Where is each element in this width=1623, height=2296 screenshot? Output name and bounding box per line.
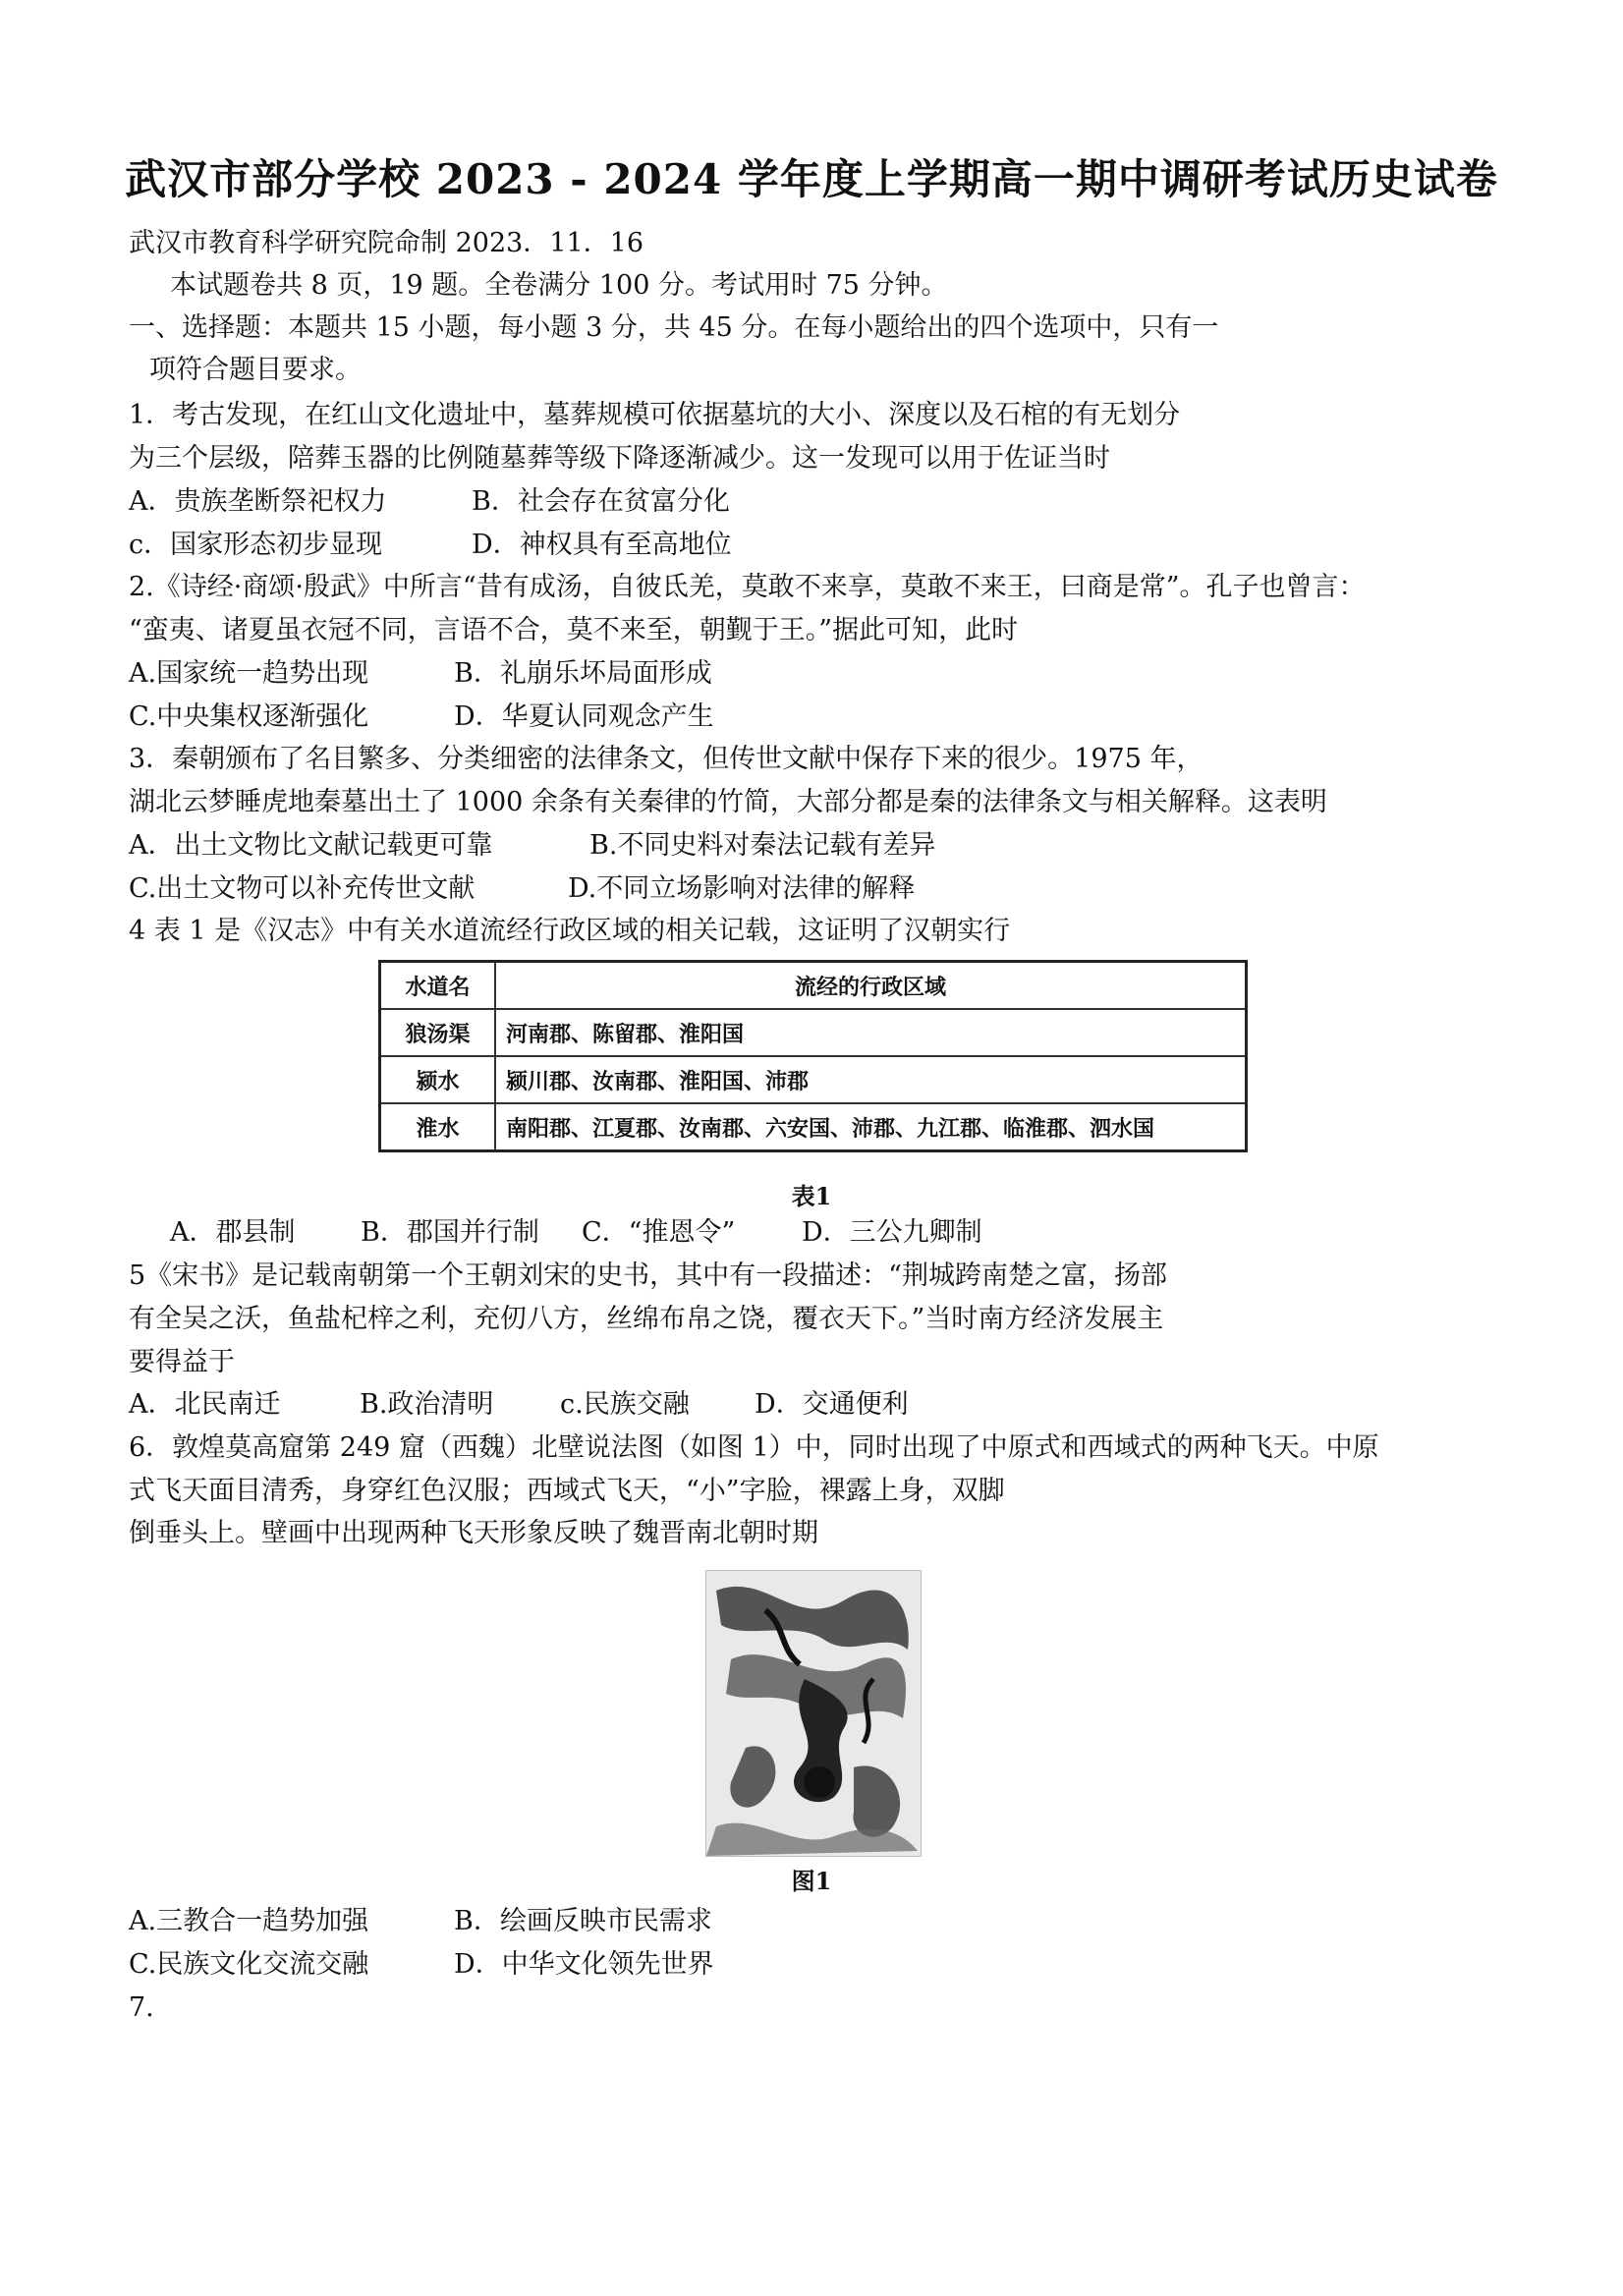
waterway-table xyxy=(378,960,1248,1152)
q4-option-b: B．郡国并行制 xyxy=(361,1217,539,1248)
table-cell-waterway: 狼汤渠 xyxy=(380,1009,496,1056)
table-row xyxy=(380,1103,1247,1151)
q4-option-a: A．郡县制 xyxy=(170,1217,296,1248)
q2-stem-line2: “蛮夷、诸夏虽衣冠不同，言语不合，莫不来至，朝觐于王。”据此可知，此时 xyxy=(129,615,1019,645)
table-header-waterway: 水道名 xyxy=(380,962,496,1010)
table-cell-region: 南阳郡、江夏郡、汝南郡、六安国、沛郡、九江郡、临淮郡、泗水国 xyxy=(495,1103,1247,1151)
table-cell-waterway: 颍水 xyxy=(380,1056,496,1103)
q6-stem-line3: 倒垂头上。壁画中出现两种飞天形象反映了魏晋南北朝时期 xyxy=(129,1518,818,1548)
q5-option-a: A．北民南迁 xyxy=(129,1389,281,1420)
table-row xyxy=(380,1009,1247,1056)
q6-option-d: D．中华文化领先世界 xyxy=(454,1949,714,1980)
table-row xyxy=(380,1056,1247,1103)
section-heading-cont: 项符合题目要求。 xyxy=(149,355,362,385)
section-heading: 一、选择题：本题共 15 小题，每小题 3 分，共 45 分。在每小题给出的四个选项中，只有一 xyxy=(129,312,1219,343)
table-cell-region: 河南郡、陈留郡、淮阳国 xyxy=(495,1009,1247,1056)
q6-stem-line1: 6．敦煌莫高窟第 249 窟（西魏）北壁说法图（如图 1）中，同时出现了中原式和西域式的两种飞天。中原 xyxy=(129,1432,1379,1463)
figure-caption: 图1 xyxy=(791,1867,832,1895)
publisher-line: 武汉市教育科学研究院命制 2023．11．16 xyxy=(129,228,644,258)
q1-stem-line2: 为三个层级，陪葬玉器的比例随墓葬等级下降逐渐减少。这一发现可以用于佐证当时 xyxy=(129,443,1110,474)
table-cell-waterway: 淮水 xyxy=(380,1103,496,1151)
q2-stem-line1: 2.《诗经·商颂·殷武》中所言“昔有成汤，自彼氐羌，莫敢不来享，莫敢不来王，曰商是常”。孔子也曾言： xyxy=(129,572,1366,602)
q6-option-a: A.三教合一趋势加强 xyxy=(129,1906,369,1936)
q2-option-b: B．礼崩乐坏局面形成 xyxy=(454,658,712,689)
q3-option-a: A．出土文物比文献记载更可靠 xyxy=(129,830,493,861)
q6-option-b: B．绘画反映市民需求 xyxy=(454,1906,712,1936)
exam-intro: 本试题卷共 8 页，19 题。全卷满分 100 分。考试用时 75 分钟。 xyxy=(170,270,948,301)
q3-stem-line1: 3．秦朝颁布了名目繁多、分类细密的法律条文，但传世文献中保存下来的很少。1975 年， xyxy=(129,744,1203,774)
mural-figure-image xyxy=(705,1570,922,1857)
q2-option-d: D．华夏认同观念产生 xyxy=(454,701,714,732)
q5-stem-line1: 5《宋书》是记载南朝第一个王朝刘宋的史书，其中有一段描述：“荆城跨南楚之富，扬部 xyxy=(129,1260,1167,1291)
q4-option-c: C．“推恩令” xyxy=(582,1217,736,1248)
q2-option-a: A.国家统一趋势出现 xyxy=(129,658,369,689)
q3-stem-line2: 湖北云梦睡虎地秦墓出土了 1000 余条有关秦律的竹简，大部分都是秦的法律条文与相关解释。这表明 xyxy=(129,787,1327,817)
q1-option-a: A．贵族垄断祭祀权力 xyxy=(129,486,387,517)
q5-option-d: D．交通便利 xyxy=(755,1389,909,1420)
q4-option-d: D．三公九卿制 xyxy=(802,1217,982,1248)
q1-option-d: D．神权具有至高地位 xyxy=(472,530,732,560)
q1-option-c: c．国家形态初步显现 xyxy=(129,530,383,560)
flying-apsaras-mural-icon xyxy=(706,1571,921,1856)
q4-stem: 4 表 1 是《汉志》中有关水道流经行政区域的相关记载，这证明了汉朝实行 xyxy=(129,916,1011,946)
table-header-row xyxy=(380,962,1247,1010)
q1-stem-line1: 1．考古发现，在红山文化遗址中，墓葬规模可依据墓坑的大小、深度以及石棺的有无划分 xyxy=(129,400,1181,430)
q7-number: 7. xyxy=(129,1992,154,2023)
q5-stem-line3: 要得益于 xyxy=(129,1347,235,1377)
q1-option-b: B．社会存在贫富分化 xyxy=(472,486,730,517)
q6-option-c: C.民族文化交流交融 xyxy=(129,1949,369,1980)
q5-option-b: B.政治清明 xyxy=(360,1389,494,1420)
q5-stem-line2: 有全吴之沃，鱼盐杞梓之利，充仞八方，丝绵布帛之饶，覆衣天下。”当时南方经济发展主 xyxy=(129,1304,1164,1334)
exam-title: 武汉市部分学校 2023 - 2024 学年度上学期高一期中调研考试历史试卷 xyxy=(125,155,1498,203)
q2-option-c: C.中央集权逐渐强化 xyxy=(129,701,369,732)
q5-option-c: c.民族交融 xyxy=(560,1389,690,1420)
q3-option-d: D.不同立场影响对法律的解释 xyxy=(568,873,916,904)
table-caption: 表1 xyxy=(791,1182,832,1210)
table-cell-region: 颍川郡、汝南郡、淮阳国、沛郡 xyxy=(495,1056,1247,1103)
q6-stem-line2: 式飞天面目清秀，身穿红色汉服；西域式飞天，“小”字脸，裸露上身，双脚 xyxy=(129,1476,1005,1506)
table-header-region: 流经的行政区域 xyxy=(495,962,1247,1010)
q3-option-c: C.出土文物可以补充传世文献 xyxy=(129,873,476,904)
q3-option-b: B.不同史料对秦法记载有差异 xyxy=(589,830,936,861)
